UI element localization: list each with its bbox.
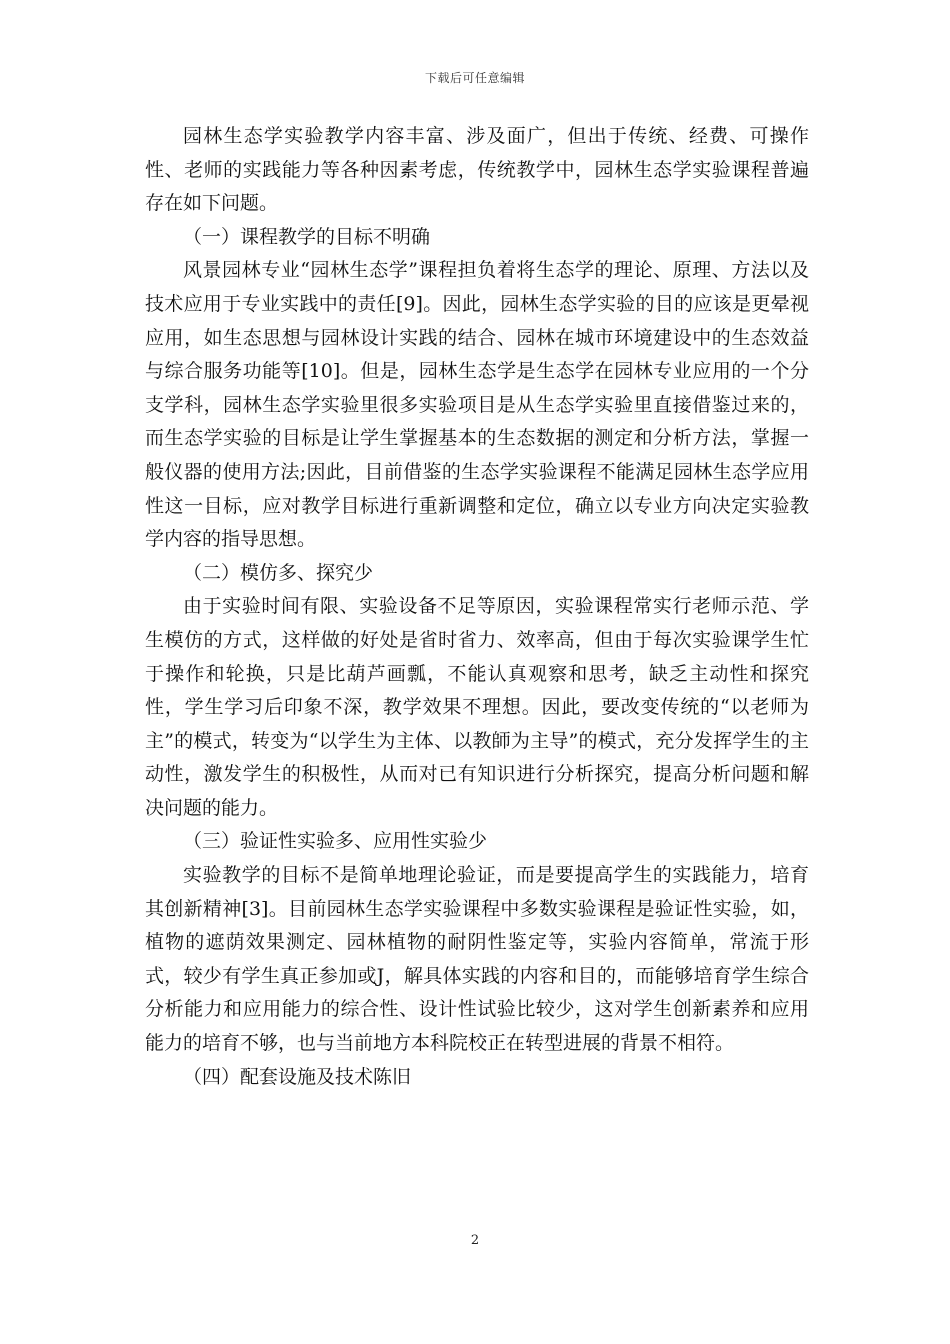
section-heading-3: （三）验证性实验多、应用性实验少 (183, 830, 488, 853)
section-paragraph-3: 实验教学的目标不是简单地理论验证，而是要提高学生的实践能力，培育其创新精神[3]。目前园林生态学实验课程中多数实验课程是验证性实验，如，植物的遮荫效果测定、园林植物的耐阴性鉴定等，实验内容简单，常流于形式，较少有学生真正参加或J，解具体实践的内容和目的，而能够培育学生综合分析能力和应用能力的综合性、设计性试验比较少，这对学生创新素养和应用能力的培育不够，也与当前地方本科院校正在转型进展的背景不相符。 (145, 864, 809, 1055)
document-body (145, 120, 809, 1094)
page-number: 2 (470, 1233, 480, 1248)
section-paragraph-2: 由于实验时间有限、实验设备不足等原因，实验课程常实行老师示范、学生模仿的方式，这样做的好处是省时省力、效率高，但由于每次实验课学生忙于操作和轮换，只是比葫芦画瓢，不能认真观察和思考，缺乏主动性和探究性，学生学习后印象不深，教学效果不理想。因此，要改变传统的“以老师为主”的模式，转变为“以学生为主体、以教師为主导”的模式，充分发挥学生的主动性，激发学生的积极性，从而对已有知识进行分析探究，提高分析问题和解决问题的能力。 (145, 595, 809, 819)
section-paragraph-1: 风景园林专业“园林生态学”课程担负着将生态学的理论、原理、方法以及技术应用于专业实践中的责任[9]。因此，园林生态学实验的目的应该是更晕视应用，如生态思想与园林设计实践的结合、园林在城市环境建设中的生态效益与综合服务功能等[10]。但是，园林生态学是生态学在园林专业应用的一个分支学科，园林生态学实验里很多实验项目是从生态学实验里直接借鉴过来的，而生态学实验的目标是让学生掌握基本的生态数据的测定和分析方法，掌握一般仪器的使用方法;因此，目前借鉴的生态学实验课程不能满足园林生态学应用性这一目标，应对教学目标进行重新调整和定位，确立以专业方向决定实验教学内容的指导思想。 (145, 259, 809, 551)
section-heading-2: （二）模仿多、探究少 (183, 561, 374, 584)
section-heading-1: （一）课程教学的目标不明确 (183, 225, 431, 248)
section-heading-4: （四）配套设施及技术陈旧 (183, 1065, 412, 1088)
page-header: 下载后可任意编辑 (424, 71, 525, 85)
intro-paragraph: 园林生态学实验教学内容丰富、涉及面广，但出于传统、经费、可操作性、老师的实践能力等各种因素考虑，传统教学中，园林生态学实验课程普遍存在如下问题。 (145, 125, 809, 215)
